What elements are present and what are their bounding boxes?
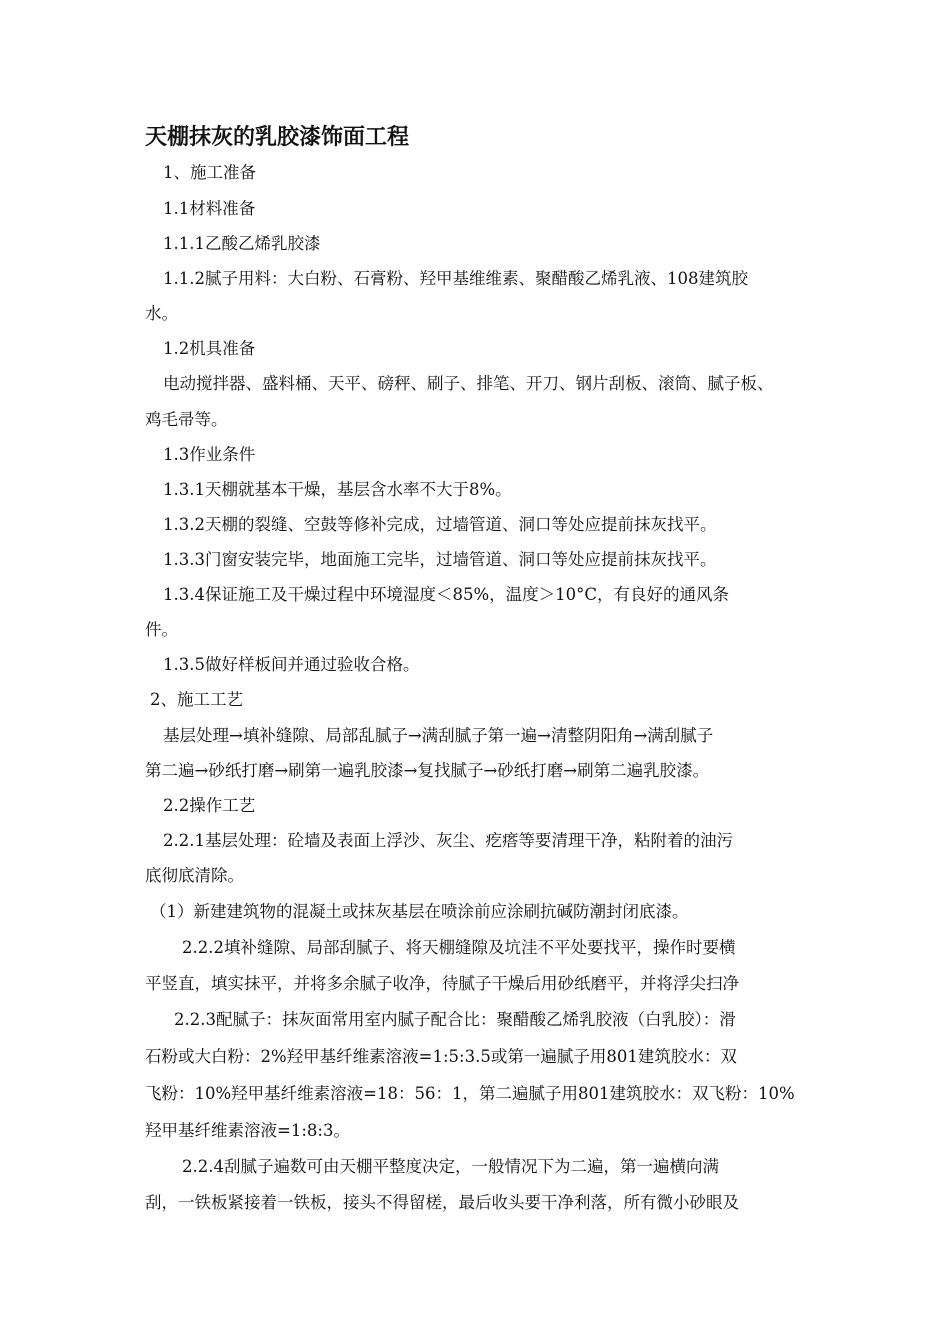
paragraph-line: 2.2.3配腻子：抹灰面常用室内腻子配合比：聚醋酸乙烯乳胶液（白乳胶）：滑 xyxy=(174,1010,736,1029)
paragraph-line: 平竖直，填实抹平，并将多余腻子收净，待腻子干燥后用砂纸磨平，并将浮尖扫净 xyxy=(145,974,739,993)
paragraph-line: 2.2.4刮腻子遍数可由天棚平整度决定，一般情况下为二遍，第一遍横向满 xyxy=(182,1157,719,1176)
subsection-heading: 1.2机具准备 xyxy=(163,339,256,358)
page-title: 天棚抹灰的乳胶漆饰面工程 xyxy=(145,125,410,150)
paragraph-line: 件。 xyxy=(145,620,178,639)
paragraph-line: 刮，一铁板紧接着一铁板，接头不得留槎，最后收头要干净利落，所有微小砂眼及 xyxy=(145,1193,739,1212)
paragraph-line: 鸡毛帚等。 xyxy=(145,410,228,429)
section-heading: 1、施工准备 xyxy=(163,163,256,182)
paragraph-line: 2.2.2填补缝隙、局部刮腻子、将天棚缝隙及坑洼不平处要找平，操作时要横 xyxy=(182,938,736,957)
paragraph-line: （1）新建建筑物的混凝土或抹灰基层在喷涂前应涂刷抗碱防潮封闭底漆。 xyxy=(150,902,689,921)
section-heading: 2、施工工艺 xyxy=(150,690,243,709)
paragraph-line: 石粉或大白粉：2%羟甲基纤维素溶液=1:5:3.5或第一遍腻子用801建筑胶水：双 xyxy=(145,1047,737,1066)
paragraph-line: 1.1.2腻子用料：大白粉、石膏粉、羟甲基维维素、聚醋酸乙烯乳液、108建筑胶 xyxy=(163,269,748,288)
paragraph-line: 第二遍→砂纸打磨→刷第一遍乳胶漆→复找腻子→砂纸打磨→刷第二遍乳胶漆。 xyxy=(145,761,710,780)
paragraph-line: 1.1.1乙酸乙烯乳胶漆 xyxy=(163,234,321,253)
paragraph-line: 底彻底清除。 xyxy=(145,866,244,885)
paragraph-line: 羟甲基纤维素溶液=1:8:3。 xyxy=(145,1121,350,1140)
paragraph-line: 1.3.1天棚就基本干燥，基层含水率不大于8%。 xyxy=(163,480,512,499)
subsection-heading: 2.2操作工艺 xyxy=(163,796,256,815)
subsection-heading: 1.1材料准备 xyxy=(163,199,256,218)
subsection-heading: 1.3作业条件 xyxy=(163,445,256,464)
paragraph-line: 1.3.5做好样板间并通过验收合格。 xyxy=(163,655,420,674)
paragraph-line: 2.2.1基层处理：砼墙及表面上浮沙、灰尘、疙瘩等要清理干净，粘附着的油污 xyxy=(163,831,733,850)
paragraph-line: 1.3.2天棚的裂缝、空鼓等修补完成，过墙管道、洞口等处应提前抹灰找平。 xyxy=(163,515,717,534)
paragraph-line: 飞粉：10%羟甲基纤维素溶液=18：56：1，第二遍腻子用801建筑胶水：双飞粉：10% xyxy=(145,1084,795,1103)
paragraph-line: 1.3.3门窗安装完毕，地面施工完毕，过墙管道、洞口等处应提前抹灰找平。 xyxy=(163,550,717,569)
paragraph-line: 基层处理→填补缝隙、局部乱腻子→满刮腻子第一遍→清整阴阳角→满刮腻子 xyxy=(163,726,714,745)
paragraph-line: 电动搅拌器、盛料桶、天平、磅秤、刷子、排笔、开刀、钢片刮板、滚筒、腻子板、 xyxy=(163,374,774,393)
paragraph-line: 水。 xyxy=(145,304,178,323)
paragraph-line: 1.3.4保证施工及干燥过程中环境湿度＜85%，温度＞10°C，有良好的通风条 xyxy=(163,585,730,604)
